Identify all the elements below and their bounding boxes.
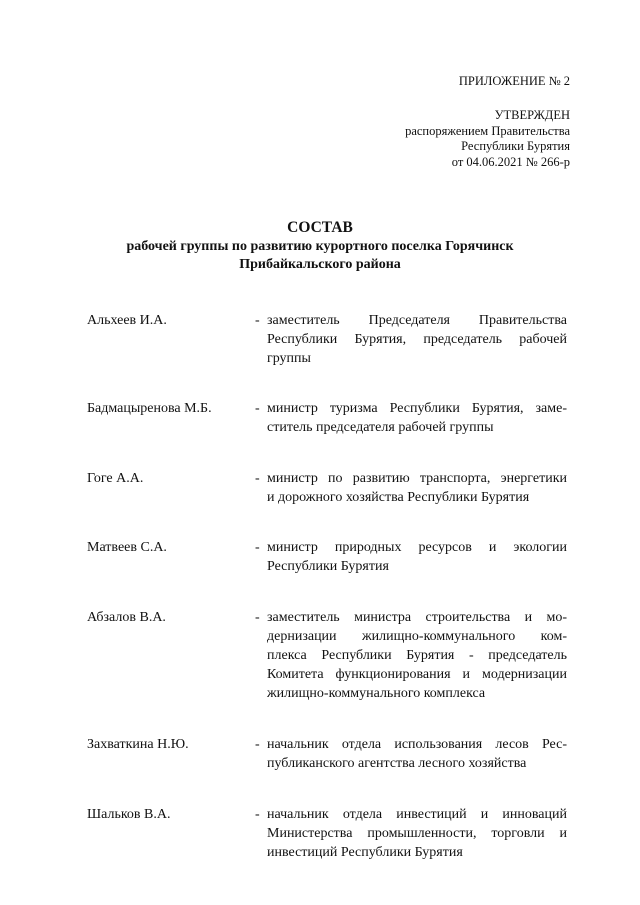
member-role-line: плекса Республики Бурятия - председатель [267, 648, 567, 663]
member-name: Абзалов В.А. [87, 610, 166, 625]
member-name: Альхеев И.А. [87, 313, 167, 328]
member-role-line: министр по развитию транспорта, энергетики [267, 471, 567, 486]
members-list [87, 311, 567, 862]
member-row [87, 735, 567, 773]
member-name: Матвеев С.А. [87, 540, 167, 555]
member-row [87, 399, 567, 437]
member-role-line: жилищно-коммунального комплекса [267, 686, 486, 701]
member-role-line: Министерства промышленности, торговли и [267, 826, 567, 841]
appendix-number [459, 74, 570, 90]
member-role [267, 469, 567, 507]
member-dash: - [255, 540, 260, 555]
approval-region: Республики Бурятия [461, 139, 570, 153]
member-dash: - [255, 313, 260, 328]
member-role-line: Республики Бурятия, председатель рабочей [267, 332, 567, 347]
member-name: Шальков В.А. [87, 807, 171, 822]
member-role-line: Республики Бурятия [267, 559, 389, 574]
member-role-line: начальник отдела использования лесов Рес- [267, 737, 567, 752]
member-role [267, 399, 567, 437]
member-row [87, 311, 567, 368]
member-role [267, 538, 567, 576]
title-main: СОСТАВ [287, 219, 353, 236]
member-role-line: ститель председателя рабочей группы [267, 420, 494, 435]
member-role [267, 735, 567, 773]
member-dash: - [255, 807, 260, 822]
member-role-line: Комитета функционирования и модернизации [267, 667, 567, 682]
member-role [267, 805, 567, 862]
member-role-line: министр туризма Республики Бурятия, заме- [267, 401, 567, 416]
member-dash: - [255, 610, 260, 625]
title-subtitle-line-2: Прибайкальского района [239, 257, 401, 272]
title-subtitle-line-1: рабочей группы по развитию курортного поселка Горячинск [126, 239, 514, 254]
member-dash: - [255, 401, 260, 416]
member-role-line: публиканского агентства лесного хозяйства [267, 756, 527, 771]
member-name: Гоге А.А. [87, 471, 144, 486]
member-role-line: заместитель Председателя Правительства [267, 313, 567, 328]
member-role-line: министр природных ресурсов и экологии [267, 540, 567, 555]
member-role-line: заместитель министра строительства и мо- [267, 610, 567, 625]
member-role-line: и дорожного хозяйства Республики Бурятия [267, 490, 530, 505]
member-name: Захваткина Н.Ю. [87, 737, 189, 752]
appendix-label: ПРИЛОЖЕНИЕ № 2 [458, 74, 570, 88]
member-role-line: дернизации жилищно-коммунального ком- [267, 629, 567, 644]
member-role [267, 608, 567, 703]
member-role-line: начальник отдела инвестиций и инноваций [267, 807, 567, 822]
member-name: Бадмацыренова М.Б. [87, 401, 212, 416]
member-row [87, 805, 567, 862]
member-row [87, 538, 567, 576]
member-dash: - [255, 471, 260, 486]
member-role [267, 311, 567, 368]
document-title [70, 218, 570, 274]
member-row [87, 608, 567, 703]
approval-authority: распоряжением Правительства [405, 123, 570, 138]
approval-block [405, 108, 570, 170]
approval-date: от 04.06.2021 № 266-р [451, 154, 570, 169]
member-role-line: группы [267, 351, 311, 366]
member-role-line: инвестиций Республики Бурятия [267, 845, 463, 860]
member-dash: - [255, 737, 260, 752]
member-row [87, 469, 567, 507]
approval-label: УТВЕРЖДЕН [494, 108, 570, 122]
